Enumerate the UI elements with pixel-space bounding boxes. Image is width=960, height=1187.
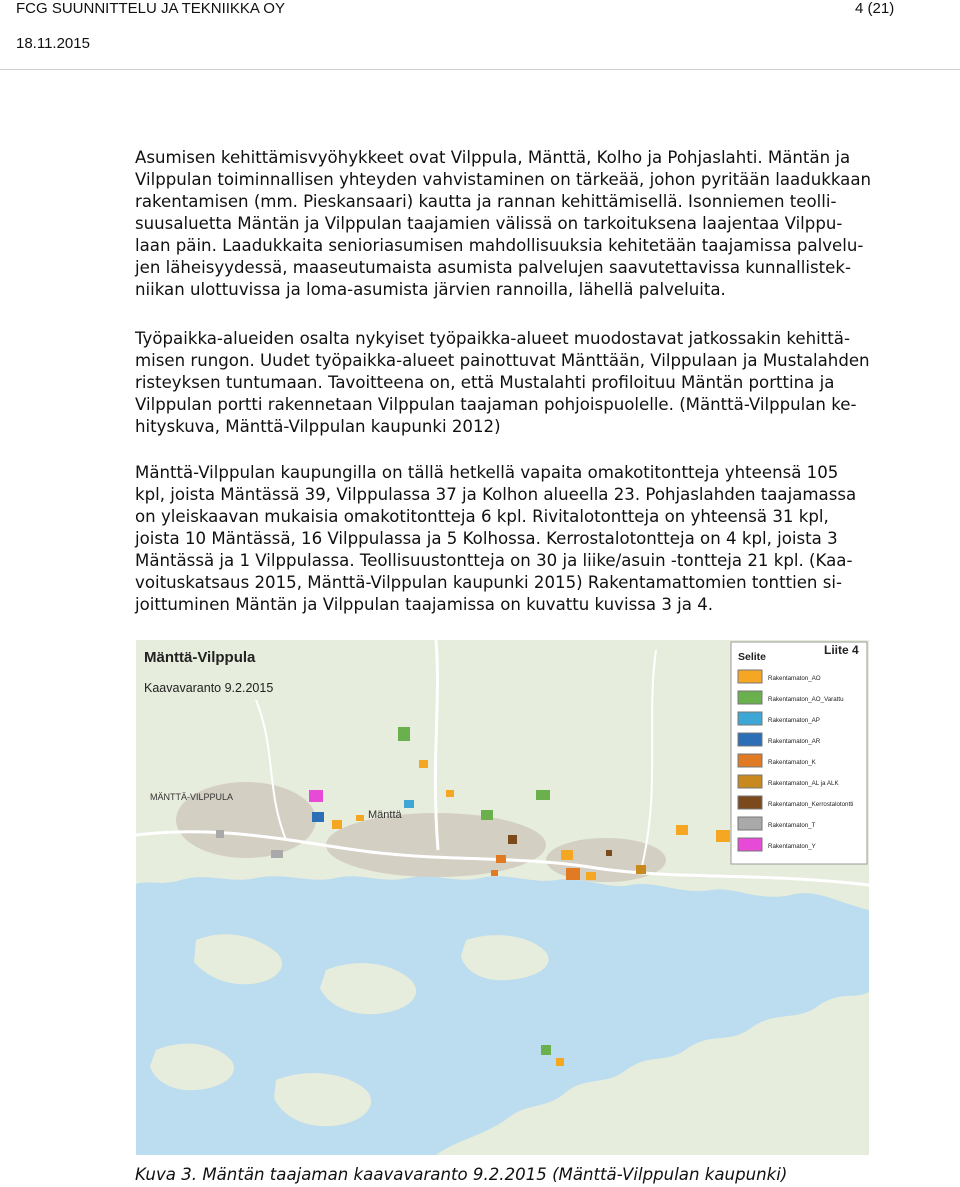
map-plot-marker	[398, 727, 410, 741]
paragraph-line: Mänttä-Vilppulan kaupungilla on tällä hetkellä vapaita omakotitontteja yhteensä 105	[135, 463, 839, 482]
paragraph-line: Asumisen kehittämisvyöhykkeet ovat Vilppula, Mänttä, Kolho ja Pohjaslahti. Mäntän ja	[135, 148, 851, 167]
map-plot-marker	[216, 830, 224, 838]
paragraph-line: kpl, joista Mäntässä 39, Vilppulassa 37 ja Kolhon alueella 23. Pohjaslahden taajamassa	[135, 485, 857, 504]
map-plot-marker	[481, 810, 493, 820]
legend-swatch	[738, 817, 762, 830]
legend-swatch	[738, 733, 762, 746]
map-plot-marker	[312, 812, 324, 822]
legend-swatch	[738, 838, 762, 851]
legend-label: Rakentamaton_AR	[768, 738, 821, 745]
paragraph-line: laan päin. Laadukkaita senioriasumisen mahdollisuuksia kehitetään taajamissa palvelu-	[135, 236, 864, 255]
paragraph-workplaces	[135, 328, 955, 438]
paragraph-line: Vilppulan toiminnallisen yhteyden vahvistaminen on tärkeää, johon pyritään laadukkaan	[135, 170, 872, 189]
map-plot-marker	[561, 850, 573, 860]
map-legend	[731, 642, 867, 864]
legend-swatch	[738, 775, 762, 788]
map-appendix-label: Liite 4	[824, 643, 859, 657]
map-plot-marker	[496, 855, 506, 863]
legend-swatch	[738, 754, 762, 767]
header-company: FCG SUUNNITTELU JA TEKNIIKKA OY	[16, 0, 285, 17]
paragraph-line: niikan ulottuvissa ja loma-asumista järvien rannoilla, lähellä palveluita.	[135, 280, 726, 299]
paragraph-line: Työpaikka-alueiden osalta nykyiset työpaikka-alueet muodostavat jatkossakin kehittä-	[135, 329, 850, 348]
legend-label: Rakentamaton_AO_Varattu	[768, 696, 844, 703]
map-title: Mänttä-Vilppula	[144, 649, 256, 666]
paragraph-line: jen läheisyydessä, maaseutumaista asumista palvelujen saavutettavissa kunnallistek-	[135, 258, 851, 277]
paragraph-line: on yleiskaavan mukaisia omakotitontteja 6 kpl. Rivitalotontteja on yhteensä 31 kpl,	[135, 507, 829, 526]
map-image	[136, 640, 869, 1155]
map-plot-marker	[508, 835, 517, 844]
map-plot-marker	[586, 872, 596, 880]
map-plot-marker	[419, 760, 428, 768]
header-divider	[0, 69, 960, 70]
paragraph-housing	[135, 147, 955, 301]
paragraph-line: voituskatsaus 2015, Mänttä-Vilppulan kaupunki 2015) Rakentamattomien tonttien si-	[135, 573, 842, 592]
map-plot-marker	[491, 870, 498, 876]
legend-title: Selite	[738, 651, 767, 663]
legend-swatch	[738, 670, 762, 683]
legend-label: Rakentamaton_T	[768, 822, 816, 829]
legend-label: Rakentamaton_Kerrostalotontti	[768, 801, 854, 808]
map-plot-marker	[636, 865, 646, 874]
legend-label: Rakentamaton_AP	[768, 717, 820, 724]
legend-label: Rakentamaton_AO	[768, 675, 821, 682]
paragraph-line: misen rungon. Uudet työpaikka-alueet painottuvat Mänttään, Vilppulaan ja Mustalahden	[135, 351, 870, 370]
map-plot-marker	[332, 820, 342, 829]
paragraph-line: Vilppulan portti rakennetaan Vilppulan taajaman pohjoispuolelle. (Mänttä-Vilppulan ke-	[135, 395, 857, 414]
map-plot-marker	[716, 830, 730, 842]
map-plot-marker	[676, 825, 688, 835]
map-plot-marker	[566, 868, 580, 880]
paragraph-line: risteyksen tuntumaan. Tavoitteena on, että Mustalahti profiloituu Mäntän porttina ja	[135, 373, 835, 392]
map-place-label: MÄNTTÄ-VILPPULA	[150, 792, 234, 802]
paragraph-line: joittuminen Mäntän ja Vilppulan taajamissa on kuvattu kuvissa 3 ja 4.	[135, 595, 714, 614]
paragraph-line: hityskuva, Mänttä-Vilppulan kaupunki 2012)	[135, 417, 501, 436]
legend-label: Rakentamaton_K	[768, 759, 816, 766]
map-plot-marker	[606, 850, 612, 856]
legend-label: Rakentamaton_AL ja ALK	[768, 780, 839, 787]
map-place-label: Mänttä	[368, 809, 402, 821]
map-plot-marker	[356, 815, 364, 821]
legend-swatch	[738, 712, 762, 725]
paragraph-plots	[135, 462, 955, 616]
header-page-number: 4 (21)	[855, 0, 895, 17]
header-date: 18.11.2015	[16, 35, 90, 52]
paragraph-line: Mäntässä ja 1 Vilppulassa. Teollisuustontteja on 30 ja liike/asuin -tontteja 21 kpl. (Kaa-	[135, 551, 853, 570]
legend-label: Rakentamaton_Y	[768, 843, 816, 850]
map-plot-marker	[446, 790, 454, 797]
paragraph-line: suusaluetta Mäntän ja Vilppulan taajamien välissä on tarkoituksena laajentaa Vilppu-	[135, 214, 843, 233]
map-plot-marker	[404, 800, 414, 808]
paragraph-line: joista 10 Mäntässä, 16 Vilppulassa ja 5 Kolhossa. Kerrostalotontteja on 4 kpl, joista 3	[135, 529, 838, 548]
map-plot-marker	[556, 1058, 564, 1066]
paragraph-line: rakentamisen (mm. Pieskansaari) kautta ja rannan kehittämisellä. Isonniemen teolli-	[135, 192, 837, 211]
map-figure	[136, 640, 869, 1155]
map-plot-marker	[536, 790, 550, 800]
map-plot-marker	[271, 850, 283, 858]
map-plot-marker	[541, 1045, 551, 1055]
legend-swatch	[738, 796, 762, 809]
figure-caption: Kuva 3. Mäntän taajaman kaavavaranto 9.2.2015 (Mänttä-Vilppulan kaupunki)	[135, 1165, 788, 1184]
map-plot-marker	[309, 790, 323, 802]
map-subtitle: Kaavavaranto 9.2.2015	[144, 681, 274, 695]
legend-swatch	[738, 691, 762, 704]
